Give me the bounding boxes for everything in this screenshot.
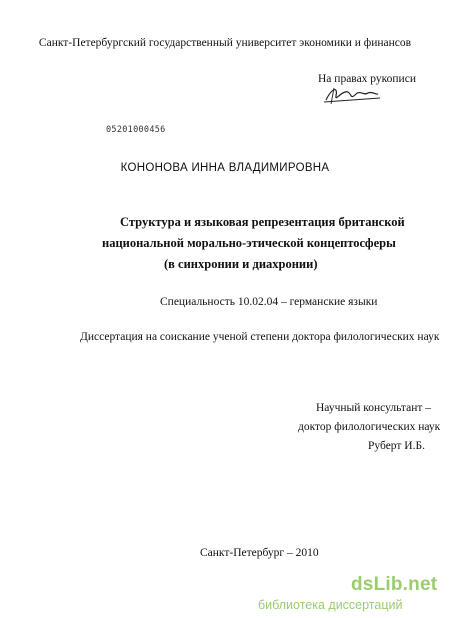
dissertation-title-line-1: Структура и языковая репрезентация британской bbox=[120, 215, 405, 229]
watermark-brand: dsLib.net bbox=[351, 574, 438, 595]
consultant-role: Научный консультант – bbox=[316, 402, 431, 414]
dissertation-title-line-3: (в синхронии и диахронии) bbox=[164, 257, 318, 271]
university-name: Санкт-Петербургский государственный университет экономики и финансов bbox=[38, 37, 412, 49]
consultant-name: Руберт И.Б. bbox=[368, 440, 425, 452]
watermark-tagline: библиотека диссертаций bbox=[258, 598, 403, 612]
dissertation-title-line-2: национальной морально-этической концептосферы bbox=[102, 236, 396, 250]
manuscript-rights-note: На правах рукописи bbox=[318, 73, 416, 85]
degree-statement: Диссертация на соискание ученой степени доктора филологических наук bbox=[80, 331, 440, 343]
consultant-degree: доктор филологических наук bbox=[298, 421, 441, 433]
handwritten-signature bbox=[322, 82, 382, 108]
author-name: КОНОНОВА ИННА ВЛАДИМИРОВНА bbox=[120, 162, 330, 174]
city-year: Санкт-Петербург – 2010 bbox=[200, 547, 319, 559]
archive-code: 05201000456 bbox=[106, 125, 166, 135]
specialty-code: Специальность 10.02.04 – германские языки bbox=[160, 296, 378, 308]
